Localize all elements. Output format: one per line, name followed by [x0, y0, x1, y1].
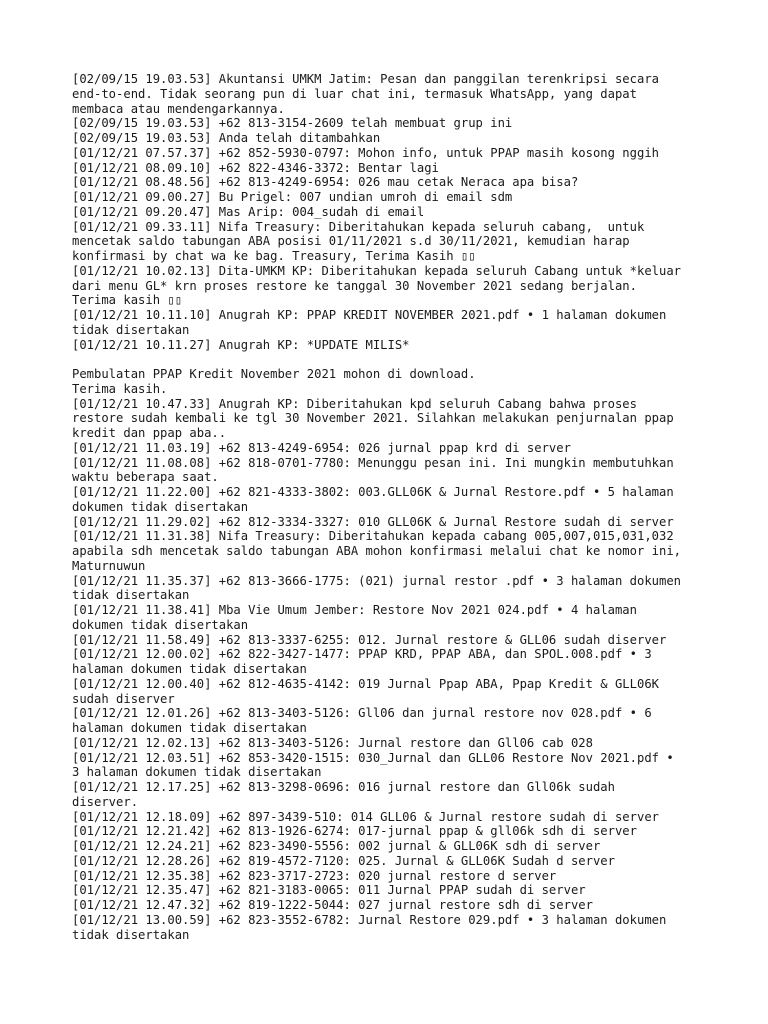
chat-log-line: waktu beberapa saat.: [72, 470, 219, 485]
chat-log-line: [01/12/21 09.20.47] Mas Arip: 004_sudah di email: [72, 204, 425, 219]
chat-log-line: [01/12/21 11.22.00] +62 821-4333-3802: 003.GLL06K & Jurnal Restore.pdf • 5 halaman: [72, 485, 674, 499]
chat-log-line: [01/12/21 11.38.41] Mba Vie Umum Jember: Restore Nov 2021 024.pdf • 4 halaman: [72, 603, 637, 617]
chat-log-line: [01/12/21 11.58.49] +62 813-3337-6255: 012. Jurnal restore & GLL06 sudah diserver: [72, 632, 667, 647]
chat-log-line: [01/12/21 10.02.13] Dita-UMKM KP: Diberitahukan kepada seluruh Cabang untuk *keluar: [72, 263, 682, 278]
chat-log-line: [01/12/21 13.00.59] +62 823-3552-6782: Jurnal Restore 029.pdf • 3 halaman dokumen: [72, 912, 667, 927]
chat-log-line: [02/09/15 19.03.53] +62 813-3154-2609 telah membuat grup ini: [72, 116, 513, 131]
chat-log-line: [01/12/21 12.03.51] +62 853-3420-1515: 030_Jurnal dan GLL06 Restore Nov 2021.pdf •: [72, 750, 674, 765]
chat-log-line: tidak disertakan: [72, 322, 190, 337]
chat-log-line: apabila sdh mencetak saldo tabungan ABA mohon konfirmasi melalui chat ke nomor ini,: [72, 544, 682, 558]
chat-log-line: [01/12/21 10.47.33] Anugrah KP: Diberitahukan kpd seluruh Cabang bahwa proses: [72, 396, 637, 411]
chat-log-line: dokumen tidak disertakan: [72, 617, 249, 632]
chat-log-line: halaman dokumen tidak disertakan: [72, 721, 307, 735]
chat-log-line: [01/12/21 11.08.08] +62 818-0701-7780: Menunggu pesan ini. Ini mungkin membutuhkan: [72, 455, 674, 470]
chat-log-line: [01/12/21 09.33.11] Nifa Treasury: Diberitahukan kepada seluruh cabang, untuk: [72, 219, 645, 234]
chat-log-line: [01/12/21 12.00.02] +62 822-3427-1477: PPAP KRD, PPAP ABA, dan SPOL.008.pdf • 3: [72, 647, 652, 662]
chat-log-line: [01/12/21 12.47.32] +62 819-1222-5044: 027 jurnal restore sdh di server: [72, 898, 593, 912]
chat-log-line: [01/12/21 11.31.38] Nifa Treasury: Diberitahukan kepada cabang 005,007,015,031,032: [72, 529, 674, 544]
chat-log-line: [01/12/21 12.21.42] +62 813-1926-6274: 017-jurnal ppap & gll06k sdh di server: [72, 824, 637, 839]
chat-log-line: [02/09/15 19.03.53] Akuntansi UMKM Jatim: Pesan dan panggilan terenkripsi secara: [72, 72, 659, 86]
chat-log-line: Terima kasih ▯▯: [72, 293, 183, 308]
chat-log-line: [01/12/21 12.02.13] +62 813-3403-5126: Jurnal restore dan Gll06 cab 028: [72, 735, 593, 750]
chat-log-line: tidak disertakan: [72, 588, 190, 603]
chat-log-line: [01/12/21 11.35.37] +62 813-3666-1775: (021) jurnal restor .pdf • 3 halaman dokumen: [72, 573, 682, 588]
chat-log-line: [01/12/21 12.01.26] +62 813-3403-5126: Gll06 dan jurnal restore nov 028.pdf • 6: [72, 706, 652, 721]
chat-log-line: tidak disertakan: [72, 927, 190, 942]
chat-log-line: dari menu GL* krn proses restore ke tanggal 30 November 2021 sedang berjalan.: [72, 278, 637, 293]
chat-log-line: [01/12/21 07.57.37] +62 852-5930-0797: Mohon info, untuk PPAP masih kosong nggih: [72, 145, 659, 160]
chat-log-line: membaca atau mendengarkannya.: [72, 101, 285, 116]
blank-line: [72, 352, 712, 367]
chat-log-line: mencetak saldo tabungan ABA posisi 01/11/2021 s.d 30/11/2021, kemudian harap: [72, 234, 630, 249]
chat-log-line: kredit dan ppap aba..: [72, 426, 227, 440]
chat-log-line: restore sudah kembali ke tgl 30 November 2021. Silahkan melakukan penjurnalan ppap: [72, 411, 674, 426]
chat-log-line: halaman dokumen tidak disertakan: [72, 662, 307, 676]
chat-log-line: [01/12/21 11.03.19] +62 813-4249-6954: 026 jurnal ppap krd di server: [72, 440, 571, 455]
chat-log-document: [72, 72, 712, 942]
chat-log-line: [01/12/21 11.29.02] +62 812-3334-3327: 010 GLL06K & Jurnal Restore sudah di server: [72, 514, 674, 529]
chat-log-line: [01/12/21 12.18.09] +62 897-3439-510: 014 GLL06 & Jurnal restore sudah di server: [72, 809, 659, 824]
chat-log-line: Maturnuwun: [72, 558, 146, 573]
chat-log-line: diserver.: [72, 794, 139, 809]
chat-log-line: [01/12/21 08.48.56] +62 813-4249-6954: 026 mau cetak Neraca apa bisa?: [72, 175, 579, 190]
chat-log-line: [01/12/21 10.11.10] Anugrah KP: PPAP KREDIT NOVEMBER 2021.pdf • 1 halaman dokumen: [72, 308, 667, 322]
chat-log-line: [01/12/21 12.24.21] +62 823-3490-5556: 002 jurnal & GLL06K sdh di server: [72, 839, 601, 853]
chat-log-line: sudah diserver: [72, 691, 175, 706]
chat-log-line: Terima kasih.: [72, 381, 168, 396]
chat-log-line: [01/12/21 12.00.40] +62 812-4635-4142: 019 Jurnal Ppap ABA, Ppap Kredit & GLL06K: [72, 676, 659, 691]
chat-log-line: dokumen tidak disertakan: [72, 499, 249, 514]
chat-log-line: [02/09/15 19.03.53] Anda telah ditambahkan: [72, 131, 381, 145]
chat-log-line: konfirmasi by chat wa ke bag. Treasury, Terima Kasih ▯▯: [72, 249, 476, 263]
chat-log-line: [01/12/21 08.09.10] +62 822-4346-3372: Bentar lagi: [72, 160, 439, 175]
chat-log-line: [01/12/21 10.11.27] Anugrah KP: *UPDATE MILIS*: [72, 337, 410, 352]
chat-log-line: [01/12/21 12.35.38] +62 823-3717-2723: 020 jurnal restore d server: [72, 868, 557, 883]
chat-log-line: Pembulatan PPAP Kredit November 2021 mohon di download.: [72, 367, 476, 381]
chat-log-line: 3 halaman dokumen tidak disertakan: [72, 765, 322, 780]
chat-log-line: [01/12/21 12.17.25] +62 813-3298-0696: 016 jurnal restore dan Gll06k sudah: [72, 780, 615, 794]
chat-log-line: [01/12/21 09.00.27] Bu Prigel: 007 undian umroh di email sdm: [72, 190, 513, 204]
chat-log-line: end-to-end. Tidak seorang pun di luar chat ini, termasuk WhatsApp, yang dapat: [72, 86, 637, 101]
chat-log-line: [01/12/21 12.28.26] +62 819-4572-7120: 025. Jurnal & GLL06K Sudah d server: [72, 853, 615, 868]
chat-log-line: [01/12/21 12.35.47] +62 821-3183-0065: 011 Jurnal PPAP sudah di server: [72, 883, 586, 898]
